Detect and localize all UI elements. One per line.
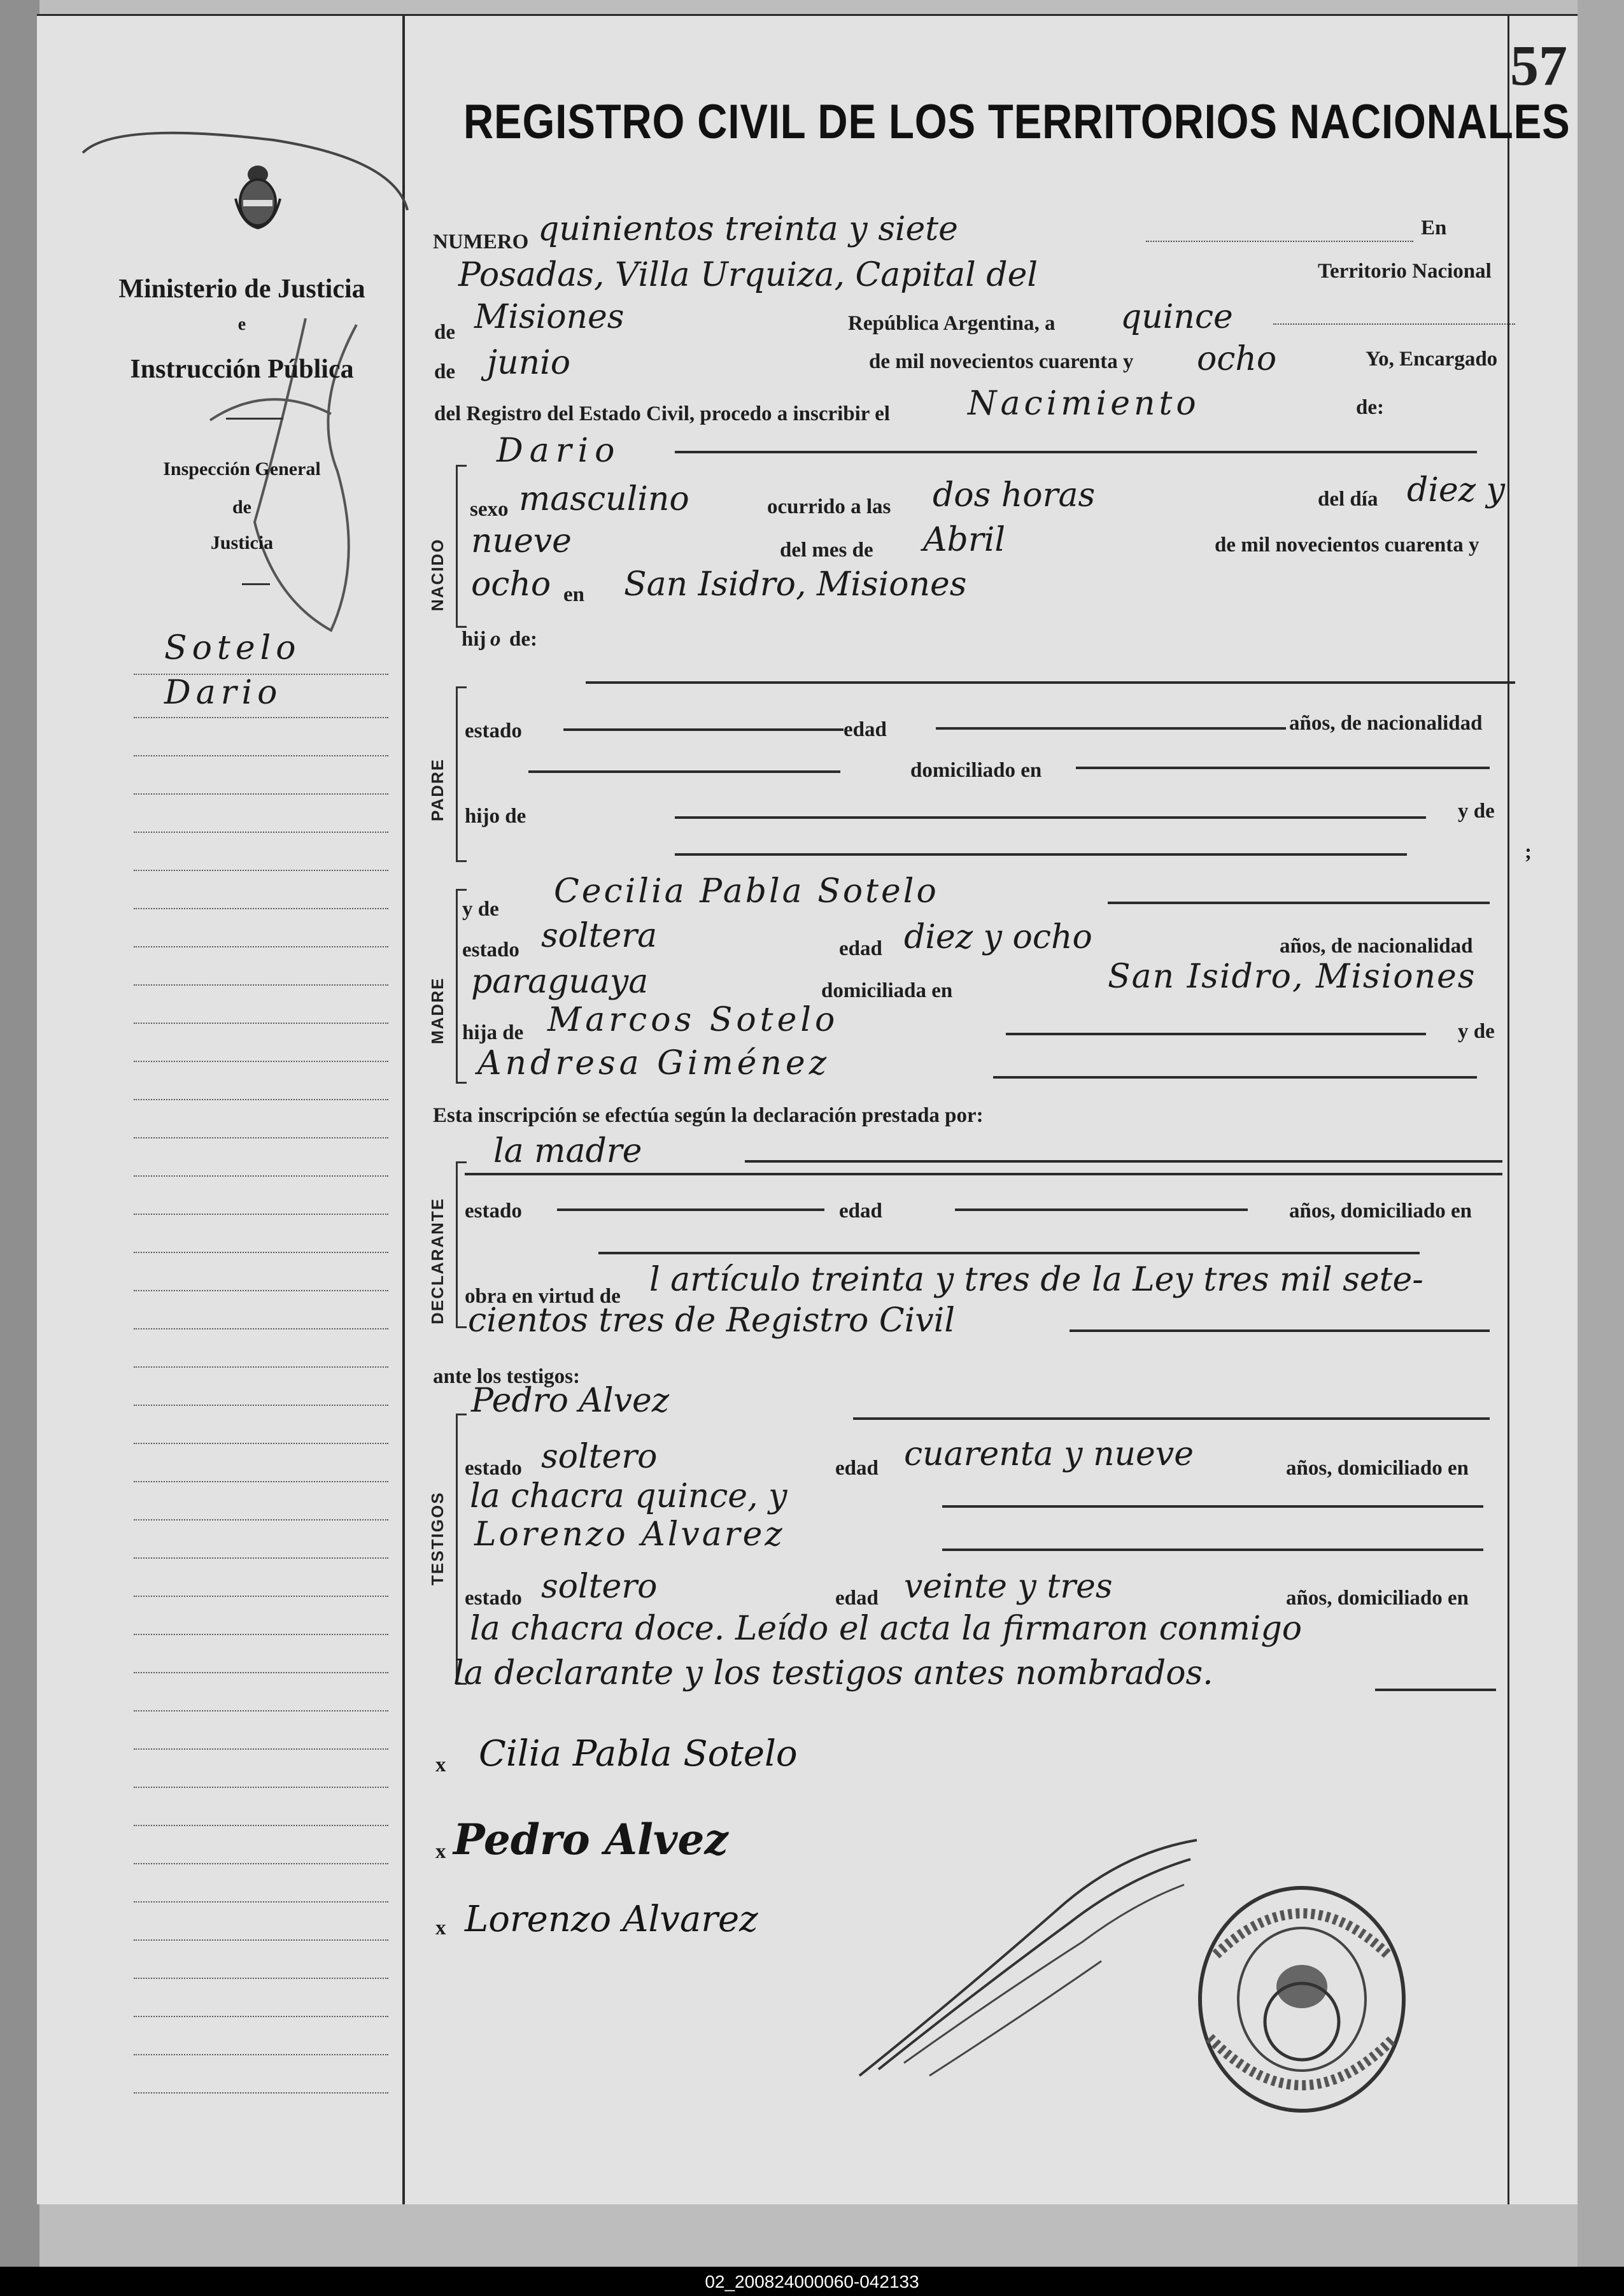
margin-rule <box>134 946 388 947</box>
fill-rule <box>942 1548 1483 1551</box>
day-value: quince <box>1120 298 1233 336</box>
declarante-name: la madre <box>493 1132 642 1170</box>
fill-rule <box>557 1208 824 1211</box>
testigo2-edad: veinte y tres <box>904 1568 1113 1606</box>
margin-rule <box>134 1863 388 1864</box>
margin-rule <box>134 1405 388 1406</box>
divider <box>242 583 270 585</box>
fill-rule <box>1006 1033 1426 1035</box>
inspection-line2: de <box>232 497 251 518</box>
testigo1-anios-label: años, domiciliado en <box>1286 1457 1469 1480</box>
nacido-name: Dario <box>497 432 621 470</box>
right-border <box>1507 14 1509 2204</box>
testigo1-name: Pedro Alvez <box>471 1382 670 1420</box>
numero-value: quinientos treinta y siete <box>538 210 958 248</box>
page-number: 57 <box>1510 34 1567 97</box>
dia-value-1: diez y <box>1407 471 1505 509</box>
sexo-value: masculino <box>519 480 689 518</box>
margin-rule <box>134 1748 388 1750</box>
signature-mark: x <box>435 1840 446 1863</box>
anio-value: ocho <box>471 565 551 604</box>
yo-label: Yo, Encargado <box>1366 348 1498 371</box>
margin-rule <box>134 1443 388 1444</box>
fill-rule <box>675 853 1407 856</box>
margin-rule <box>134 1939 388 1941</box>
obra-value-1: l artículo treinta y tres de la Ley tres mil sete- <box>649 1261 1423 1299</box>
madre-madre-value: Andresa Giménez <box>477 1044 831 1082</box>
madre-edad-value: diez y ocho <box>904 918 1092 956</box>
republica-label: República Argentina, a <box>848 312 1056 335</box>
margin-rule <box>134 1366 388 1368</box>
obra-label: obra en virtud de <box>465 1285 621 1308</box>
section-label-madre: MADRE <box>428 977 447 1044</box>
madre-estado-label: estado <box>462 939 519 961</box>
margin-rule <box>134 1825 388 1826</box>
margin-rule <box>134 674 388 675</box>
hijo-label: hij <box>462 628 486 651</box>
fill-rule <box>598 1252 1420 1254</box>
section-brace <box>456 1414 467 1685</box>
margin-rule <box>134 1519 388 1520</box>
dia-value-2: nueve <box>471 522 572 560</box>
facing-page-edge <box>0 0 39 2267</box>
de2-label: de <box>434 360 455 383</box>
fill-rule <box>1375 1689 1496 1691</box>
margin-rule <box>134 984 388 986</box>
page-edge <box>1578 0 1624 2267</box>
obra-value-2: cientos tres de Registro Civil <box>468 1301 955 1340</box>
margin-rule <box>134 1596 388 1597</box>
handwritten-initial-mark <box>64 115 420 688</box>
margin-given-name: Dario <box>164 674 283 712</box>
margin-rule <box>134 793 388 795</box>
padre-y-de-label: y de <box>1458 800 1495 823</box>
margin-rule <box>134 755 388 756</box>
place-value: Posadas, Villa Urquiza, Capital del <box>458 256 1038 294</box>
madre-edad-label: edad <box>839 937 882 960</box>
hora-value: dos horas <box>933 476 1096 514</box>
territory-value: Misiones <box>474 298 625 336</box>
de3-label: de: <box>1356 396 1384 419</box>
padre-hijo-label: hijo de <box>465 805 526 828</box>
fill-rule <box>1146 241 1413 242</box>
margin-rule <box>134 1175 388 1177</box>
margin-rule <box>134 1557 388 1559</box>
fill-rule <box>853 1417 1490 1420</box>
fill-rule <box>675 451 1477 453</box>
declarante-anios-label: años, domiciliado en <box>1289 1200 1472 1222</box>
fill-rule <box>993 1076 1477 1079</box>
anio-label: de mil novecientos cuarenta y <box>1215 534 1479 556</box>
hijo-suffix: o <box>490 628 501 651</box>
madre-y-de-label: y de <box>462 898 499 921</box>
padre-anios-label: años, de nacionalidad <box>1289 712 1483 735</box>
sexo-label: sexo <box>470 498 509 521</box>
fill-rule <box>955 1208 1248 1211</box>
margin-rule <box>134 1328 388 1329</box>
madre-domicilio: San Isidro, Misiones <box>1108 958 1476 996</box>
signature-witness-1: Pedro Alvez <box>453 1815 728 1864</box>
declarante-estado-label: estado <box>465 1200 522 1222</box>
testigo2-anios-label: años, domiciliado en <box>1286 1587 1469 1610</box>
fill-rule <box>1108 902 1490 904</box>
signature-mother: Cilia Pabla Sotelo <box>479 1733 798 1775</box>
margin-rule <box>134 832 388 833</box>
divider <box>226 418 283 420</box>
official-signature <box>853 1834 1210 2088</box>
del-dia-label: del día <box>1318 488 1378 511</box>
testigo1-domicilio: la chacra quince, y <box>470 1477 787 1515</box>
margin-rule <box>134 1710 388 1711</box>
margin-rule <box>134 908 388 909</box>
margin-rule <box>134 1634 388 1635</box>
testigo2-edad-label: edad <box>835 1587 879 1610</box>
margin-rule <box>134 1214 388 1215</box>
fill-rule <box>942 1505 1483 1508</box>
ocurrido-label: ocurrido a las <box>767 495 891 518</box>
year-value: ocho <box>1197 340 1277 378</box>
margin-rule <box>134 1137 388 1138</box>
de-label: de <box>434 321 455 344</box>
testigo2-estado: soltero <box>541 1568 658 1606</box>
section-label-testigos: TESTIGOS <box>428 1491 447 1585</box>
margin-rule <box>134 1099 388 1100</box>
fill-rule <box>675 816 1426 819</box>
margin-rule <box>134 1978 388 1979</box>
section-label-declarante: DECLARANTE <box>428 1197 447 1324</box>
testigo1-estado: soltero <box>541 1438 658 1476</box>
margin-rule <box>134 1061 388 1062</box>
signature-mark: x <box>435 1754 446 1776</box>
official-seal <box>1190 1878 1413 2120</box>
numero-label: NUMERO <box>433 230 529 253</box>
ministry-name-line1: Ministerio de Justicia <box>118 274 365 304</box>
fill-rule <box>1273 323 1515 325</box>
testigo1-edad-label: edad <box>835 1457 879 1480</box>
nacido-en-label: en <box>563 583 584 606</box>
testigo2-domicilio-2: la declarante y los testigos antes nombrados. <box>453 1654 1213 1692</box>
ministry-name-line2: e <box>237 315 246 334</box>
declarante-edad-label: edad <box>839 1200 882 1222</box>
testigo1-edad: cuarenta y nueve <box>904 1435 1194 1473</box>
signature-mark: x <box>435 1917 446 1939</box>
madre-nacionalidad: paraguaya <box>471 963 649 1001</box>
madre-padre-value: Marcos Sotelo <box>547 1001 839 1039</box>
month-value: junio <box>487 344 571 382</box>
madre-name: Cecilia Pabla Sotelo <box>554 872 939 911</box>
inspection-line1: Inspección General <box>163 458 321 479</box>
fill-rule <box>1076 767 1490 769</box>
scan-id: 02_200824000060-042133 <box>705 2272 919 2292</box>
margin-rule <box>134 1672 388 1673</box>
margin-rule <box>134 2054 388 2055</box>
fill-rule <box>745 1160 1502 1163</box>
year-label: de mil novecientos cuarenta y <box>869 350 1134 373</box>
margin-rule <box>134 1787 388 1788</box>
inspection-line3: Justicia <box>210 532 274 553</box>
margin-rule <box>134 1901 388 1903</box>
fill-rule <box>563 728 844 731</box>
registro-label: del Registro del Estado Civil, procedo a inscribir el <box>434 402 890 425</box>
section-label-padre: PADRE <box>428 758 447 821</box>
act-value: Nacimiento <box>968 385 1200 423</box>
madre-domiciliada-label: domiciliada en <box>821 979 953 1002</box>
fill-rule <box>465 1173 1502 1175</box>
hijo-de-label: de: <box>509 628 537 651</box>
top-border <box>37 14 1578 16</box>
margin-rule <box>134 2092 388 2094</box>
margin-rule <box>134 870 388 871</box>
testigos-ante-label: ante los testigos: <box>433 1365 580 1388</box>
margin-rule <box>134 2016 388 2017</box>
testigo2-name: Lorenzo Alvarez <box>474 1515 785 1554</box>
inscripcion-label: Esta inscripción se efectúa según la declaración prestada por: <box>433 1104 984 1127</box>
margin-rule <box>134 1481 388 1482</box>
ministry-name-line3: Instrucción Pública <box>130 355 354 384</box>
margin-surname: Sotelo <box>164 629 301 667</box>
margin-rule <box>134 1290 388 1291</box>
madre-anios-label: años, de nacionalidad <box>1280 935 1473 958</box>
padre-estado-label: estado <box>465 719 522 742</box>
margin-rule <box>134 1252 388 1253</box>
page-title: REGISTRO CIVIL DE LOS TERRITORIOS NACIONALES <box>463 95 1571 149</box>
testigo1-estado-label: estado <box>465 1457 522 1480</box>
fill-rule <box>1070 1329 1490 1332</box>
testigo2-estado-label: estado <box>465 1587 522 1610</box>
lugar-value: San Isidro, Misiones <box>624 565 967 604</box>
semicolon: ; <box>1525 840 1532 863</box>
madre-estado-value: soltera <box>541 917 658 955</box>
en-label: En <box>1421 216 1447 239</box>
padre-edad-label: edad <box>844 718 887 741</box>
fill-rule <box>936 727 1286 730</box>
padre-domiciliado-label: domiciliado en <box>910 759 1042 782</box>
madre-hija-label: hija de <box>462 1021 524 1044</box>
madre-y-de-label2: y de <box>1458 1020 1495 1043</box>
fill-rule <box>586 681 1515 684</box>
territorio-label: Territorio Nacional <box>1318 260 1492 283</box>
testigo2-domicilio-1: la chacra doce. Leído el acta la firmaron conmigo <box>470 1610 1303 1648</box>
margin-rule <box>134 1023 388 1024</box>
mes-value: Abril <box>923 521 1005 559</box>
fill-rule <box>528 770 840 773</box>
section-brace <box>456 465 467 628</box>
section-label-nacido: NACIDO <box>428 538 447 611</box>
section-brace <box>456 686 467 862</box>
mes-label: del mes de <box>780 539 873 562</box>
signature-witness-2: Lorenzo Alvarez <box>465 1899 758 1940</box>
margin-rule <box>134 717 388 718</box>
